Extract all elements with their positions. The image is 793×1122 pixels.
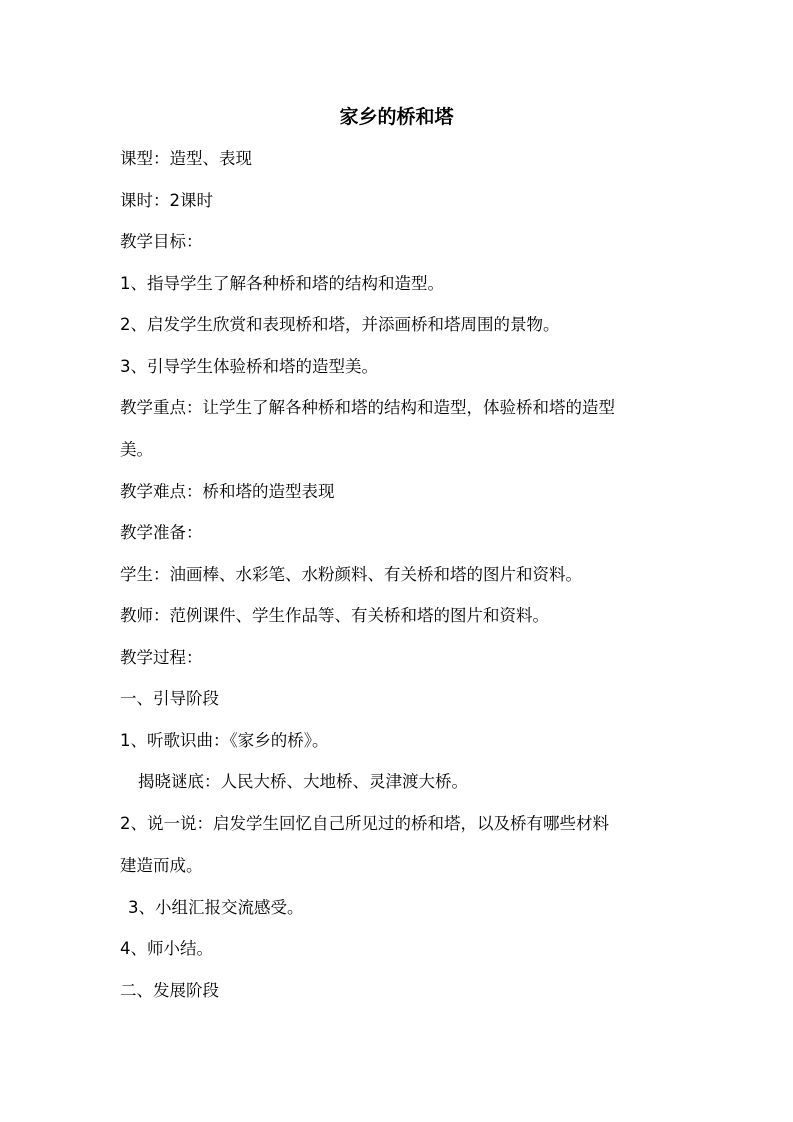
teaching-goals-heading: 教学目标： bbox=[120, 232, 203, 251]
goal-2-line: 2、启发学生欣赏和表现桥和塔，并添画桥和塔周围的景物。 bbox=[120, 315, 560, 334]
goal-1-line: 1、指导学生了解各种桥和塔的结构和造型。 bbox=[120, 274, 444, 293]
student-materials-line: 学生：油画棒、水彩笔、水粉颜料、有关桥和塔的图片和资料。 bbox=[120, 565, 582, 584]
process-heading: 教学过程： bbox=[120, 648, 203, 667]
document-title: 家乡的桥和塔 bbox=[339, 106, 454, 128]
stage-1-heading: 一、引导阶段 bbox=[120, 689, 219, 708]
class-hours-line: 课时：2课时 bbox=[120, 191, 213, 210]
key-points-line: 教学重点：让学生了解各种桥和塔的结构和造型，体验桥和塔的造型 bbox=[120, 398, 615, 417]
step-2-line: 2、说一说：启发学生回忆自己所见过的桥和塔，以及桥有哪些材料 bbox=[120, 814, 609, 833]
step-2-continued-line: 建造而成。 bbox=[120, 856, 203, 875]
step-1-line: 1、听歌识曲：《家乡的桥》。 bbox=[120, 731, 329, 750]
answer-reveal-line: 揭晓谜底：人民大桥、大地桥、灵津渡大桥。 bbox=[138, 772, 468, 791]
step-3-line: 3、小组汇报交流感受。 bbox=[128, 898, 304, 917]
difficulties-line: 教学难点：桥和塔的造型表现 bbox=[120, 482, 335, 501]
lesson-type-line: 课型：造型、表现 bbox=[120, 149, 252, 168]
step-4-line: 4、师小结。 bbox=[120, 939, 213, 958]
key-points-continued-line: 美。 bbox=[120, 440, 153, 459]
stage-2-heading: 二、发展阶段 bbox=[120, 981, 219, 1000]
teacher-materials-line: 教师：范例课件、学生作品等、有关桥和塔的图片和资料。 bbox=[120, 606, 549, 625]
goal-3-line: 3、引导学生体验桥和塔的造型美。 bbox=[120, 357, 378, 376]
preparation-heading: 教学准备： bbox=[120, 523, 203, 542]
